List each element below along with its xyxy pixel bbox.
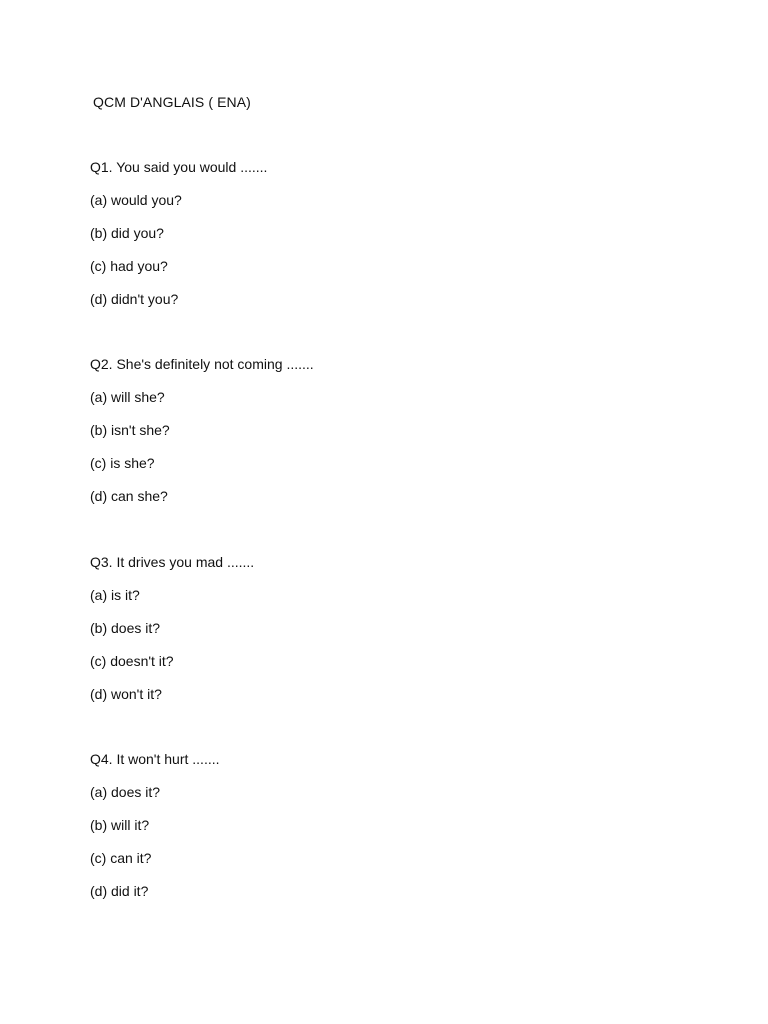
answer-option-a: (a) would you? [90,192,182,208]
answer-option-d: (d) won't it? [90,686,162,702]
question-3 [90,554,690,719]
answer-option-b: (b) will it? [90,817,150,833]
question-1 [90,159,690,324]
answer-option-c: (c) is she? [90,455,155,471]
question-prompt: Q4. It won't hurt ....... [90,751,220,767]
question-prompt: Q1. You said you would ....... [90,159,268,175]
question-prompt: Q2. She's definitely not coming ....... [90,356,314,372]
answer-option-a: (a) will she? [90,389,165,405]
question-2 [90,356,690,521]
answer-option-c: (c) had you? [90,258,168,274]
question-prompt: Q3. It drives you mad ....... [90,554,255,570]
answer-option-d: (d) didn't you? [90,291,179,307]
answer-option-b: (b) does it? [90,620,161,636]
answer-option-d: (d) can she? [90,488,168,504]
question-4 [90,751,690,916]
answer-option-b: (b) isn't she? [90,422,170,438]
document-title: QCM D'ANGLAIS ( ENA) [93,94,251,110]
answer-option-a: (a) does it? [90,784,161,800]
answer-option-d: (d) did it? [90,883,149,899]
answer-option-c: (c) doesn't it? [90,653,174,669]
answer-option-c: (c) can it? [90,850,152,866]
answer-option-b: (b) did you? [90,225,164,241]
answer-option-a: (a) is it? [90,587,140,603]
